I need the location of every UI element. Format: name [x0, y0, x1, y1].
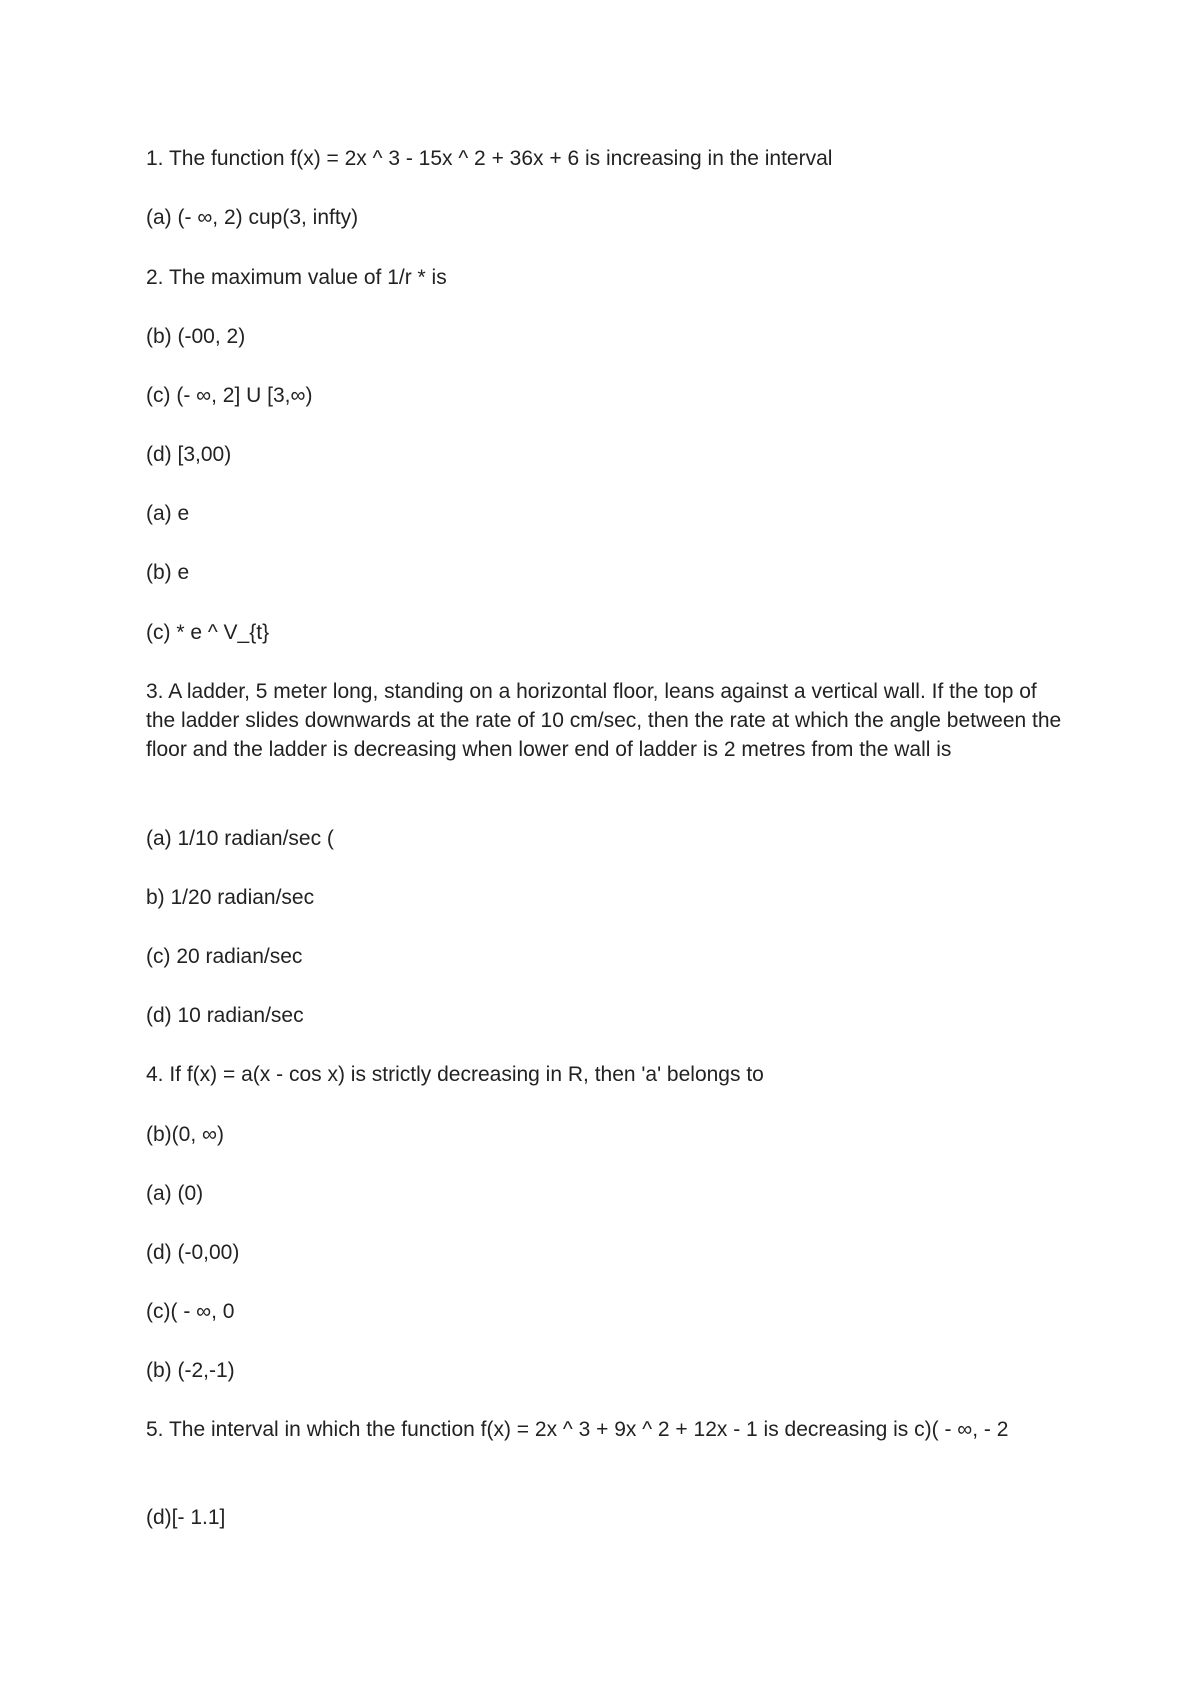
- option-2c: (c) * e ^ V_{t}: [146, 621, 270, 644]
- option-3a: (a) 1/10 radian/sec (: [146, 827, 334, 850]
- option-4d: (d) (-0,00): [146, 1241, 240, 1264]
- option-5d: (d)[- 1.1]: [146, 1506, 226, 1529]
- question-5: 5. The interval in which the function f(x) = 2x ^ 3 + 9x ^ 2 + 12x - 1 is decreasing is c)( - ∞, - 2: [146, 1418, 1009, 1441]
- option-b: (b) (-00, 2): [146, 325, 246, 348]
- option-4c: (c)( - ∞, 0: [146, 1300, 235, 1323]
- option-3d: (d) 10 radian/sec: [146, 1004, 304, 1027]
- option-4b-alt: (b) (-2,-1): [146, 1359, 235, 1382]
- option-3c: (c) 20 radian/sec: [146, 945, 303, 968]
- option-2a: (a) e: [146, 502, 190, 525]
- option-3b: b) 1/20 radian/sec: [146, 886, 315, 909]
- option-c: (c) (- ∞, 2] U [3,∞): [146, 384, 313, 407]
- option-2b: (b) e: [146, 561, 190, 584]
- option-4a: (a) (0): [146, 1182, 204, 1205]
- option-d: (d) [3,00): [146, 443, 232, 466]
- question-4: 4. If f(x) = a(x - cos x) is strictly decreasing in R, then 'a' belongs to: [146, 1063, 764, 1086]
- question-2: 2. The maximum value of 1/r * is: [146, 266, 447, 289]
- question-1: 1. The function f(x) = 2x ^ 3 - 15x ^ 2 + 36x + 6 is increasing in the interval: [146, 147, 833, 170]
- question-3: 3. A ladder, 5 meter long, standing on a horizontal floor, leans against a vertical wall. If the top of the ladder slides downwards at the rate of 10 cm/sec, then the rate at which the angle between the floor and the ladder is decreasing when lower end of ladder is 2 metres from the wall is: [146, 680, 1062, 761]
- option-4b: (b)(0, ∞): [146, 1123, 224, 1146]
- option-1a: (a) (- ∞, 2) cup(3, infty): [146, 206, 359, 229]
